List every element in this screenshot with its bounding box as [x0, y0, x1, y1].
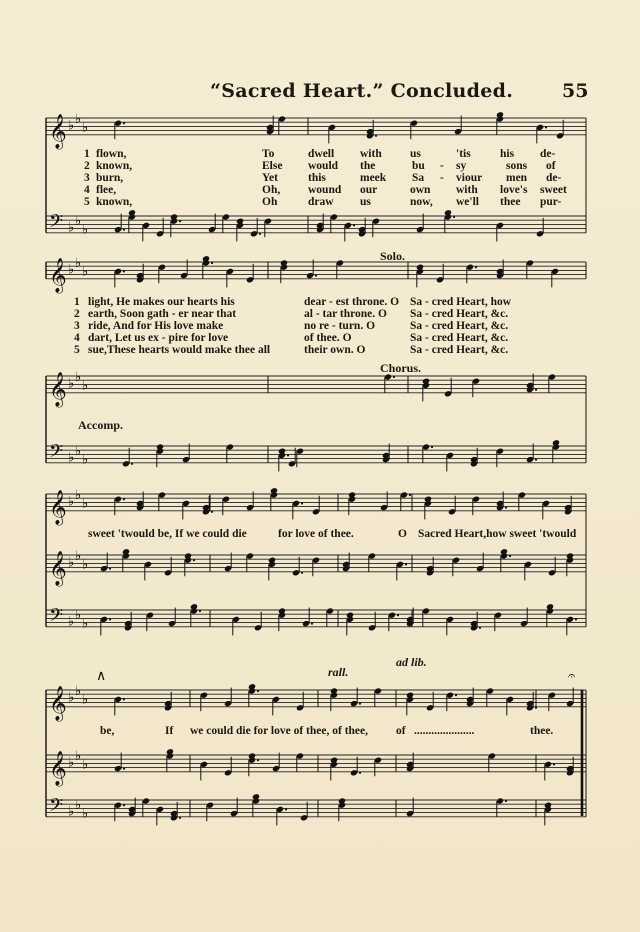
system4-lyric-d: of — [396, 725, 406, 737]
system4-lyric-a: be, — [100, 725, 115, 737]
bass-clef: 𝄢 — [49, 441, 64, 467]
lyric-word: Oh — [262, 196, 278, 208]
dot — [123, 122, 125, 124]
flat-sign: ♭ — [68, 555, 75, 571]
lyric-word: sweet — [540, 184, 567, 196]
dot — [179, 220, 181, 222]
treble-clef: 𝄞 — [49, 489, 67, 525]
flat-sign: ♭ — [68, 690, 75, 706]
lyric-word: - — [440, 160, 444, 172]
lyric-word: sons — [506, 160, 528, 172]
flat-sign: ♭ — [82, 557, 89, 573]
verse-number: 2 — [74, 308, 80, 320]
lyric-word: known, — [96, 160, 133, 172]
dot — [553, 763, 555, 765]
flat-sign: ♭ — [82, 120, 89, 136]
flat-sign: ♭ — [75, 444, 82, 460]
verse-number: 1 — [74, 296, 80, 308]
lyric-word: draw — [308, 196, 334, 208]
flat-sign: ♭ — [75, 214, 82, 230]
treble-clef: 𝄞 — [49, 371, 67, 407]
lyric-word: own — [410, 184, 431, 196]
flat-sign: ♭ — [82, 378, 89, 394]
lyric-word: sy — [456, 160, 467, 172]
dot — [453, 216, 455, 218]
flat-sign: ♭ — [75, 549, 82, 564]
dot — [301, 502, 303, 504]
flat-sign: ♭ — [68, 494, 75, 510]
lyric-word: To — [262, 148, 275, 160]
lyric-word: the — [360, 160, 376, 172]
lyric-word: flee, — [96, 184, 117, 196]
lyric-line: ride, And for His love make — [88, 320, 224, 332]
dot — [259, 233, 261, 235]
dot — [397, 614, 399, 616]
system4-lyric-b: If — [165, 725, 174, 737]
lyric-word: Yet — [262, 172, 278, 184]
flat-sign: ♭ — [75, 749, 82, 764]
lyric-line: light, He makes our hearts his — [88, 296, 235, 308]
lyric-word: pur- — [540, 196, 562, 208]
rall-label: rall. — [328, 665, 349, 679]
lyric-line: Sa - cred Heart, &c. — [410, 344, 509, 356]
bass-clef: 𝄢 — [49, 211, 64, 237]
accent-mark: ∧ — [96, 668, 107, 684]
dot — [505, 800, 507, 802]
accomp-label: Accomp. — [78, 418, 123, 432]
flat-sign: ♭ — [75, 256, 82, 271]
treble-clef: 𝄞 — [49, 113, 67, 149]
flat-sign: ♭ — [82, 496, 89, 512]
verse-number: 4 — [84, 184, 90, 196]
dot — [123, 804, 125, 806]
lyric-word: of — [546, 160, 556, 172]
dot — [405, 563, 407, 565]
lyric-line: of thee. O — [304, 332, 352, 344]
lyric-word: Oh, — [262, 184, 281, 196]
lyric-word: this — [308, 172, 326, 184]
bass-clef: 𝄢 — [49, 795, 64, 821]
dot — [393, 376, 395, 378]
lyric-word: thee — [500, 196, 521, 208]
verse-number: 5 — [84, 196, 90, 208]
system3-lyric-c: O — [398, 528, 407, 540]
dot — [509, 555, 511, 557]
system4-lyric-f: thee. — [530, 725, 554, 737]
dot — [545, 126, 547, 128]
lyric-line: Sa - cred Heart, how — [410, 296, 512, 308]
flat-sign: ♭ — [68, 262, 75, 278]
lyric-word: his — [500, 148, 515, 160]
dot — [199, 610, 201, 612]
lyric-word: Else — [262, 160, 283, 172]
flat-sign: ♭ — [68, 614, 75, 630]
dot — [311, 623, 313, 625]
system4-lyric-e: ..................... — [414, 725, 475, 737]
flat-sign: ♭ — [75, 798, 82, 814]
ad-lib-label: ad lib. — [396, 655, 427, 669]
dot — [315, 275, 317, 277]
dot — [123, 498, 125, 500]
treble-clef: 𝄞 — [49, 550, 67, 586]
flat-sign: ♭ — [75, 112, 82, 127]
dot — [287, 454, 289, 456]
lyric-word: men — [506, 172, 528, 184]
flat-sign: ♭ — [82, 264, 89, 280]
dot — [535, 459, 537, 461]
page-title: “Sacred Heart.” Concluded. — [210, 80, 514, 102]
flat-sign: ♭ — [82, 806, 89, 822]
lyric-word: - — [440, 172, 444, 184]
dot — [257, 690, 259, 692]
lyric-word: Sa — [412, 172, 425, 184]
flat-sign: ♭ — [68, 755, 75, 771]
dot — [179, 817, 181, 819]
dot — [535, 389, 537, 391]
dot — [475, 266, 477, 268]
lyric-word: flown, — [96, 148, 127, 160]
lyric-line: earth, Soon gath - er near that — [88, 308, 237, 320]
lyric-word: dwell — [308, 148, 335, 160]
lyric-word: known, — [96, 196, 133, 208]
verse-number: 4 — [74, 332, 80, 344]
dot — [375, 135, 377, 137]
lyric-word: us — [360, 196, 371, 208]
dot — [301, 572, 303, 574]
flat-sign: ♭ — [82, 757, 89, 773]
flat-sign: ♭ — [75, 608, 82, 624]
lyric-word: our — [360, 184, 378, 196]
lyric-line: their own. O — [304, 344, 366, 356]
dot — [535, 707, 537, 709]
dot — [285, 808, 287, 810]
dot — [479, 627, 481, 629]
lyric-line: sue,These hearts would make thee all — [88, 344, 271, 356]
verse-number: 5 — [74, 344, 80, 356]
lyric-line: dart, Let us ex - pire for love — [88, 332, 229, 344]
fermata-mark: 𝄐 — [568, 669, 576, 684]
dot — [123, 229, 125, 231]
flat-sign: ♭ — [68, 376, 75, 392]
flat-sign: ♭ — [82, 616, 89, 632]
lyric-word: de- — [540, 148, 556, 160]
dot — [193, 559, 195, 561]
lyric-word: with — [360, 148, 382, 160]
system3-lyric-a: sweet 'twould be, If we could die — [88, 528, 247, 540]
lyric-line: Sa - cred Heart, &c. — [410, 320, 509, 332]
flat-sign: ♭ — [68, 450, 75, 466]
flat-sign: ♭ — [75, 684, 82, 699]
lyric-word: now, — [410, 196, 433, 208]
dot — [575, 618, 577, 620]
lyric-word: wound — [308, 184, 342, 196]
solo-label: Solo. — [380, 249, 406, 263]
dot — [109, 568, 111, 570]
verse-number: 1 — [84, 148, 90, 160]
flat-sign: ♭ — [82, 692, 89, 708]
system3-lyric-d: Sacred Heart,how sweet 'twould — [418, 528, 577, 540]
flat-sign: ♭ — [82, 452, 89, 468]
flat-sign: ♭ — [82, 222, 89, 238]
lyric-line: Sa - cred Heart, &c. — [410, 332, 509, 344]
lyric-word: viour — [456, 172, 483, 184]
flat-sign: ♭ — [68, 220, 75, 236]
dot — [123, 768, 125, 770]
dot — [505, 507, 507, 509]
lyric-word: meek — [360, 172, 387, 184]
verse-number: 3 — [84, 172, 90, 184]
dot — [353, 224, 355, 226]
lyric-word: de- — [546, 172, 562, 184]
lyric-line: Sa - cred Heart, &c. — [410, 308, 509, 320]
lyric-word: 'tis — [456, 148, 471, 160]
flat-sign: ♭ — [75, 488, 82, 503]
dot — [257, 759, 259, 761]
system3-lyric-b: for love of thee. — [278, 528, 354, 540]
system4-lyric-c: we could die for love of thee, of thee, — [190, 725, 368, 737]
dot — [409, 494, 411, 496]
lyric-word: would — [308, 160, 339, 172]
dot — [211, 262, 213, 264]
lyric-word: with — [456, 184, 478, 196]
page-number: 55 — [562, 80, 589, 102]
dot — [455, 694, 457, 696]
dot — [431, 446, 433, 448]
dot — [359, 772, 361, 774]
verse-number: 3 — [74, 320, 80, 332]
lyric-line: dear - est throne. O — [304, 296, 400, 308]
treble-clef: 𝄞 — [49, 257, 67, 293]
flat-sign: ♭ — [68, 804, 75, 820]
chorus-label: Chorus. — [380, 361, 422, 375]
lyric-word: burn, — [96, 172, 124, 184]
verse-number: 2 — [84, 160, 90, 172]
treble-clef: 𝄞 — [49, 685, 67, 721]
dot — [131, 463, 133, 465]
flat-sign: ♭ — [68, 118, 75, 134]
bass-clef: 𝄢 — [49, 605, 64, 631]
dot — [359, 703, 361, 705]
lyric-word: us — [410, 148, 421, 160]
dot — [123, 270, 125, 272]
lyric-word: we'll — [456, 196, 479, 208]
flat-sign: ♭ — [75, 370, 82, 385]
lyric-word: bu — [412, 160, 425, 172]
lyric-line: al - tar throne. O — [304, 308, 387, 320]
lyric-word: love's — [500, 184, 528, 196]
dot — [211, 511, 213, 513]
treble-clef: 𝄞 — [49, 750, 67, 786]
dot — [109, 618, 111, 620]
lyric-line: no re - turn. O — [304, 320, 376, 332]
dot — [123, 698, 125, 700]
